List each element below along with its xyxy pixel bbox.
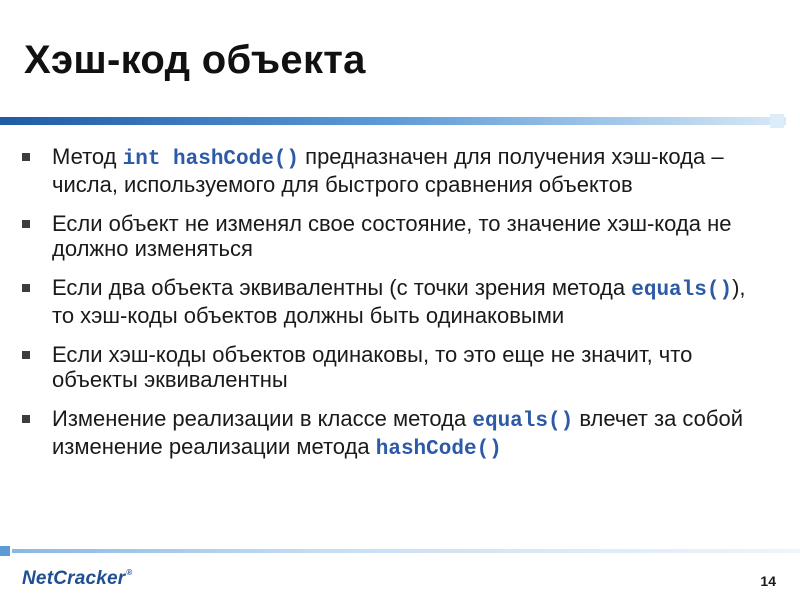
code-snippet: equals() xyxy=(472,410,574,433)
bullet-text-part: влечет за собой изменение реализации метода xyxy=(52,406,744,459)
bullet-item xyxy=(22,406,762,462)
bullet-item xyxy=(22,275,762,328)
bullet-text-part: Если хэш-коды объектов одинаковы, то это еще не значит, что объекты эквивалентны xyxy=(52,342,693,392)
bullet-text xyxy=(52,342,762,392)
bullet-text-part: ), то хэш-коды объектов должны быть одинаковыми xyxy=(52,275,746,328)
bullet-text xyxy=(52,144,762,197)
slide-title: Хэш-код объекта xyxy=(24,38,366,82)
bullet-item xyxy=(22,342,762,392)
bullet-list xyxy=(22,144,762,476)
bullet-text-part: Если два объекта эквивалентны (с точки зрения метода xyxy=(52,275,632,300)
bullet-square-icon xyxy=(22,351,30,359)
bullet-text xyxy=(52,211,762,261)
bullet-square-icon xyxy=(22,415,30,423)
code-snippet: hashCode() xyxy=(375,438,502,461)
bullet-square-icon xyxy=(22,220,30,228)
bullet-item xyxy=(22,211,762,261)
bullet-text-part: Изменение реализации в классе метода xyxy=(52,406,473,431)
footer-divider xyxy=(0,545,800,561)
logo-registered-mark: ® xyxy=(126,568,133,577)
logo-text: NetCracker xyxy=(22,568,126,589)
bullet-item xyxy=(22,144,762,197)
bullet-text xyxy=(52,406,762,462)
title-divider xyxy=(0,114,786,130)
code-snippet: equals() xyxy=(631,279,733,302)
page-number: 14 xyxy=(760,573,776,589)
code-snippet: int hashCode() xyxy=(122,148,300,171)
bullet-text-part: Метод xyxy=(52,144,123,169)
bullet-text-part: Если объект не изменял свое состояние, то значение хэш-кода не должно изменяться xyxy=(52,211,732,261)
bullet-text-part: предназначен для получения хэш-кода – числа, используемого для быстрого сравнения объектов xyxy=(52,144,724,197)
bullet-square-icon xyxy=(22,153,30,161)
bullet-square-icon xyxy=(22,284,30,292)
bullet-text xyxy=(52,275,762,328)
netcracker-logo xyxy=(22,568,133,590)
